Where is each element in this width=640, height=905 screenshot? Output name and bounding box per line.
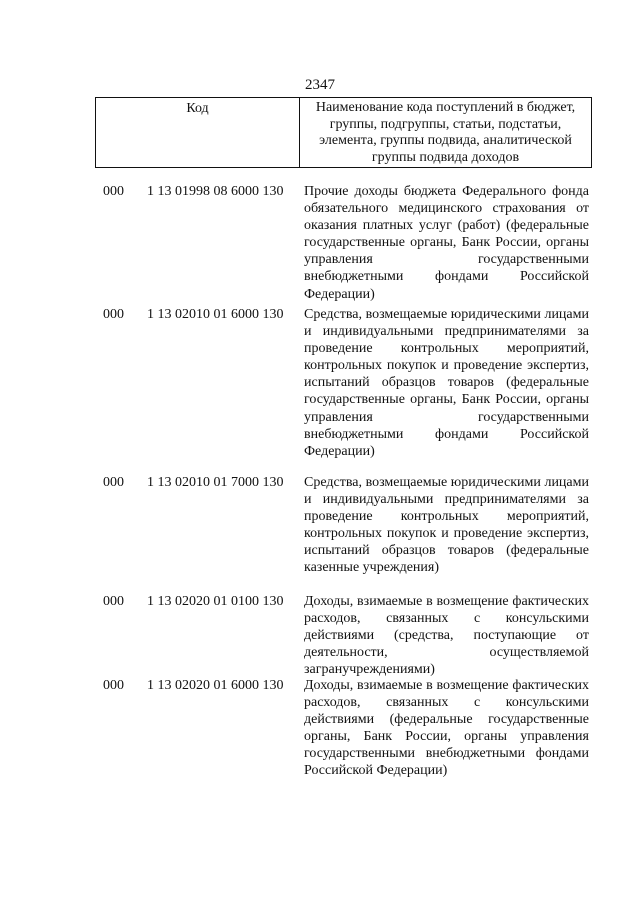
page-number: 2347 xyxy=(305,77,335,93)
table-row xyxy=(0,677,640,817)
row-income-name: Прочие доходы бюджета Федерального фонда обязательного медицинского страхования от оказания платных услуг (работ) (федеральные государственные органы, Банк России, органы управления государственными внебюджетными фондами Российской Федерации) xyxy=(304,184,589,302)
row-income-code: 1 13 01998 08 6000 130 xyxy=(147,184,284,199)
table-row xyxy=(0,306,640,474)
row-income-code: 1 13 02020 01 0100 130 xyxy=(147,594,284,609)
row-income-code: 1 13 02020 01 6000 130 xyxy=(147,678,284,693)
row-income-code: 1 13 02010 01 7000 130 xyxy=(147,475,284,490)
table-header xyxy=(95,97,592,168)
row-admin-code: 000 xyxy=(103,475,124,490)
header-code-column: Код xyxy=(96,98,300,167)
row-admin-code: 000 xyxy=(103,678,124,693)
table-row xyxy=(0,593,640,677)
row-income-name: Доходы, взимаемые в возмещение фактических расходов, связанных с консульскими действиями (федеральные государственные органы, Банк России, органы управления государственными внебюджетными фондами Российской Федерации) xyxy=(304,678,589,779)
row-income-name: Доходы, взимаемые в возмещение фактических расходов, связанных с консульскими действиями (средства, поступающие от деятельности, осуществляемой загранучреждениями) xyxy=(304,594,589,678)
row-admin-code: 000 xyxy=(103,307,124,322)
row-income-name: Средства, возмещаемые юридическими лицами и индивидуальными предпринимателями за проведение контрольных мероприятий, контрольных покупок и проведение экспертиз, испытаний образцов товаров (федеральные казенные учреждения) xyxy=(304,475,589,576)
header-name-column: Наименование кода поступлений в бюджет, группы, подгруппы, статьи, подстатьи, элемента, группы подвида, аналитической группы подвида доходов xyxy=(315,100,576,165)
row-admin-code: 000 xyxy=(103,184,124,199)
row-income-code: 1 13 02010 01 6000 130 xyxy=(147,307,284,322)
table-row xyxy=(0,183,640,306)
row-admin-code: 000 xyxy=(103,594,124,609)
table-body xyxy=(0,183,640,817)
row-income-name: Средства, возмещаемые юридическими лицами и индивидуальными предпринимателями за проведение контрольных мероприятий, контрольных покупок и проведение экспертиз, испытаний образцов товаров (федеральные государственные органы, Банк России, органы управления государственными внебюджетными фондами Российской Федерации) xyxy=(304,307,589,459)
table-row xyxy=(0,474,640,593)
